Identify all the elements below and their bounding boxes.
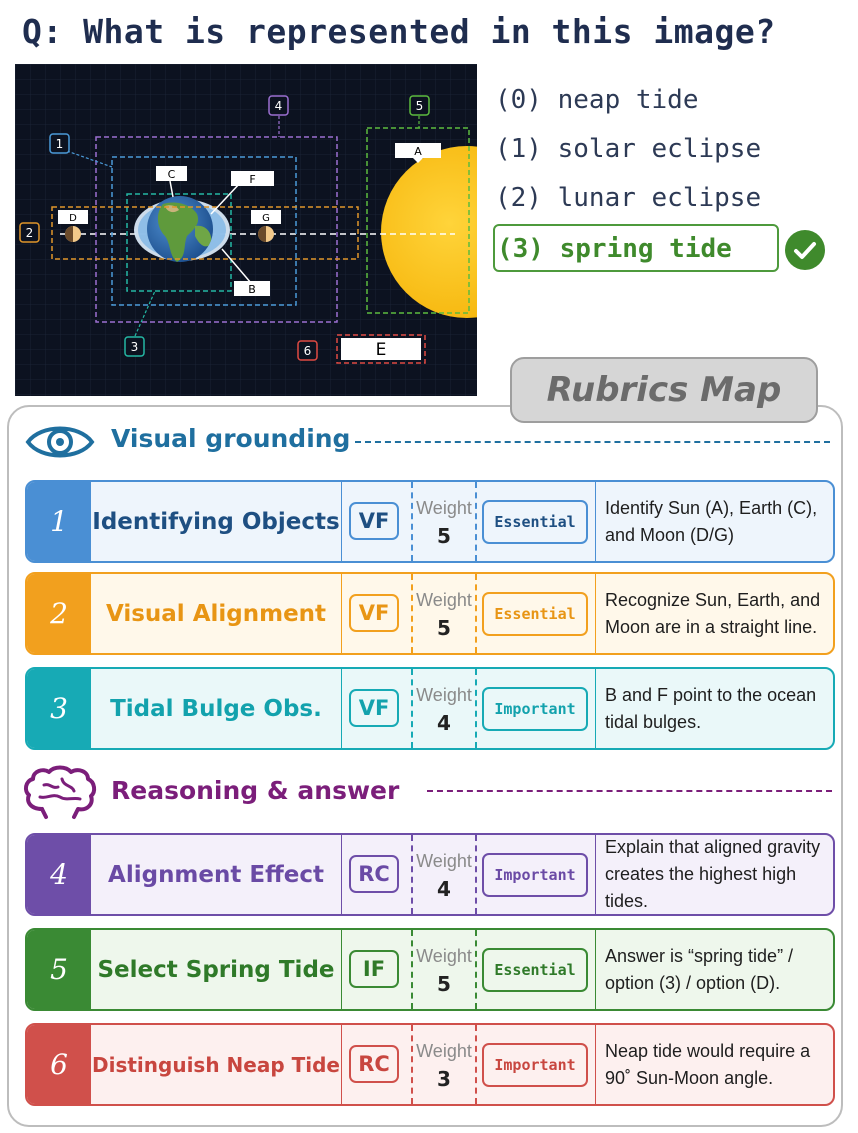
desc-line-1: Neap tide would require a bbox=[605, 1040, 811, 1061]
row-divider-dashed bbox=[475, 574, 477, 653]
tag-5-text: 5 bbox=[415, 99, 424, 113]
rubric-description bbox=[605, 1025, 831, 1104]
importance-badge: Important bbox=[482, 687, 588, 731]
moon-left bbox=[65, 226, 81, 242]
label-C: C bbox=[167, 168, 176, 181]
section-divider-visual bbox=[355, 441, 830, 443]
rubric-description bbox=[605, 835, 831, 914]
desc-line-2: Moon are in a straight line. bbox=[605, 616, 818, 637]
rubric-type-tag: VF bbox=[349, 689, 399, 727]
weight-value: 4 bbox=[437, 711, 451, 735]
rubric-description bbox=[605, 930, 831, 1009]
weight-value: 3 bbox=[437, 1067, 451, 1091]
row-divider-dashed bbox=[411, 930, 413, 1009]
row-divider bbox=[341, 930, 342, 1009]
option-0[interactable]: (0) neap tide bbox=[495, 85, 699, 115]
box-tag-5 bbox=[410, 96, 429, 115]
weight-value: 5 bbox=[437, 524, 451, 548]
importance-badge: Essential bbox=[482, 948, 588, 992]
weight-label: Weight bbox=[416, 498, 472, 518]
weight-value: 4 bbox=[437, 877, 451, 901]
importance-badge: Important bbox=[482, 1043, 588, 1087]
tag-3-text: 3 bbox=[130, 340, 139, 354]
desc-line-1: Identify Sun (A), Earth (C), bbox=[605, 497, 818, 518]
row-divider bbox=[595, 1025, 596, 1104]
question-text: Q: What is represented in this image? bbox=[22, 12, 776, 51]
label-B: B bbox=[248, 283, 256, 296]
rubric-row-4 bbox=[25, 833, 835, 916]
rubric-number: 1 bbox=[27, 482, 91, 561]
label-E: E bbox=[375, 340, 387, 360]
rubric-row-1 bbox=[25, 480, 835, 563]
desc-line-2: option (3) / option (D). bbox=[605, 972, 781, 993]
row-divider bbox=[595, 835, 596, 914]
desc-line-2: and Moon (D/G) bbox=[605, 524, 735, 545]
rubric-title: Select Spring Tide bbox=[91, 930, 341, 1009]
rubric-row-2 bbox=[25, 572, 835, 655]
row-divider bbox=[341, 669, 342, 748]
rubric-title: Tidal Bulge Obs. bbox=[91, 669, 341, 748]
rubric-row-3 bbox=[25, 667, 835, 750]
importance-badge: Essential bbox=[482, 500, 588, 544]
section-visual-grounding: Visual grounding bbox=[111, 424, 351, 453]
row-divider-dashed bbox=[475, 930, 477, 1009]
desc-line-2: creates the highest high tides. bbox=[605, 864, 797, 911]
rubric-number: 3 bbox=[27, 669, 91, 748]
rubric-title: Visual Alignment bbox=[91, 574, 341, 653]
label-A: A bbox=[414, 145, 422, 158]
row-divider bbox=[595, 574, 596, 653]
desc-line-1: Explain that aligned gravity bbox=[605, 837, 821, 857]
option-1[interactable]: (1) solar eclipse bbox=[495, 134, 762, 164]
rubric-title: Distinguish Neap Tide bbox=[91, 1025, 341, 1104]
weight-value: 5 bbox=[437, 972, 451, 996]
row-divider bbox=[595, 669, 596, 748]
row-divider bbox=[595, 930, 596, 1009]
answer-options bbox=[495, 80, 762, 264]
row-divider-dashed bbox=[411, 574, 413, 653]
rubrics-map-title: Rubrics Map bbox=[510, 357, 818, 423]
tag-6-text: 6 bbox=[303, 344, 312, 358]
rubric-number: 6 bbox=[27, 1025, 91, 1104]
rubric-row-5 bbox=[25, 928, 835, 1011]
option-2[interactable]: (2) lunar eclipse bbox=[495, 183, 762, 213]
weight-label: Weight bbox=[416, 685, 472, 705]
weight-label: Weight bbox=[416, 590, 472, 610]
rubric-type-tag: VF bbox=[349, 594, 399, 632]
rubric-number: 5 bbox=[27, 930, 91, 1009]
tag-1-text: 1 bbox=[55, 137, 64, 151]
tag-4-text: 4 bbox=[274, 99, 283, 113]
row-divider-dashed bbox=[411, 669, 413, 748]
row-divider-dashed bbox=[475, 1025, 477, 1104]
box-tag-1 bbox=[50, 134, 69, 153]
box-tag-3 bbox=[125, 337, 144, 356]
rubric-type-tag: RC bbox=[349, 1045, 399, 1083]
rubric-title: Alignment Effect bbox=[91, 835, 341, 914]
row-divider-dashed bbox=[475, 669, 477, 748]
label-G: G bbox=[262, 213, 270, 224]
rubric-type-tag: IF bbox=[349, 950, 399, 988]
row-divider bbox=[595, 482, 596, 561]
label-D: D bbox=[69, 213, 77, 224]
weight-value: 5 bbox=[437, 616, 451, 640]
importance-badge: Important bbox=[482, 853, 588, 897]
desc-line-2: 90˚ Sun-Moon angle. bbox=[605, 1067, 774, 1088]
brain-icon bbox=[22, 765, 98, 821]
section-divider-reasoning bbox=[427, 790, 832, 792]
option-3-label: (3) spring tide bbox=[497, 234, 732, 264]
rubric-type-tag: RC bbox=[349, 855, 399, 893]
box-tag-2 bbox=[20, 223, 39, 242]
eye-icon bbox=[25, 422, 95, 462]
check-icon bbox=[785, 230, 825, 270]
box-tag-6 bbox=[298, 341, 317, 360]
weight-label: Weight bbox=[416, 946, 472, 966]
row-divider bbox=[341, 574, 342, 653]
weight-label: Weight bbox=[416, 851, 472, 871]
rubric-description bbox=[605, 574, 831, 653]
weight-label: Weight bbox=[416, 1041, 472, 1061]
moon-right bbox=[258, 226, 274, 242]
desc-line-1: Recognize Sun, Earth, and bbox=[605, 589, 821, 610]
rubric-description bbox=[605, 482, 831, 561]
rubric-number: 2 bbox=[27, 574, 91, 653]
desc-line-2: tidal bulges. bbox=[605, 711, 702, 732]
row-divider-dashed bbox=[411, 835, 413, 914]
row-divider bbox=[341, 835, 342, 914]
section-reasoning: Reasoning & answer bbox=[111, 776, 400, 805]
row-divider-dashed bbox=[411, 482, 413, 561]
rubric-row-6 bbox=[25, 1023, 835, 1106]
row-divider bbox=[341, 1025, 342, 1104]
row-divider-dashed bbox=[411, 1025, 413, 1104]
desc-line-1: B and F point to the ocean bbox=[605, 684, 817, 705]
option-3-correct[interactable] bbox=[493, 224, 779, 272]
tag-2-text: 2 bbox=[25, 226, 34, 240]
rubric-description bbox=[605, 669, 831, 748]
desc-line-1: Answer is “spring tide” / bbox=[605, 945, 794, 966]
row-divider-dashed bbox=[475, 482, 477, 561]
importance-badge: Essential bbox=[482, 592, 588, 636]
earth-moon-sun-diagram bbox=[15, 64, 477, 396]
rubric-title: Identifying Objects bbox=[91, 482, 341, 561]
row-divider bbox=[341, 482, 342, 561]
rubric-type-tag: VF bbox=[349, 502, 399, 540]
rubric-number: 4 bbox=[27, 835, 91, 914]
box-tag-4 bbox=[269, 96, 288, 115]
row-divider-dashed bbox=[475, 835, 477, 914]
label-F: F bbox=[249, 173, 256, 186]
